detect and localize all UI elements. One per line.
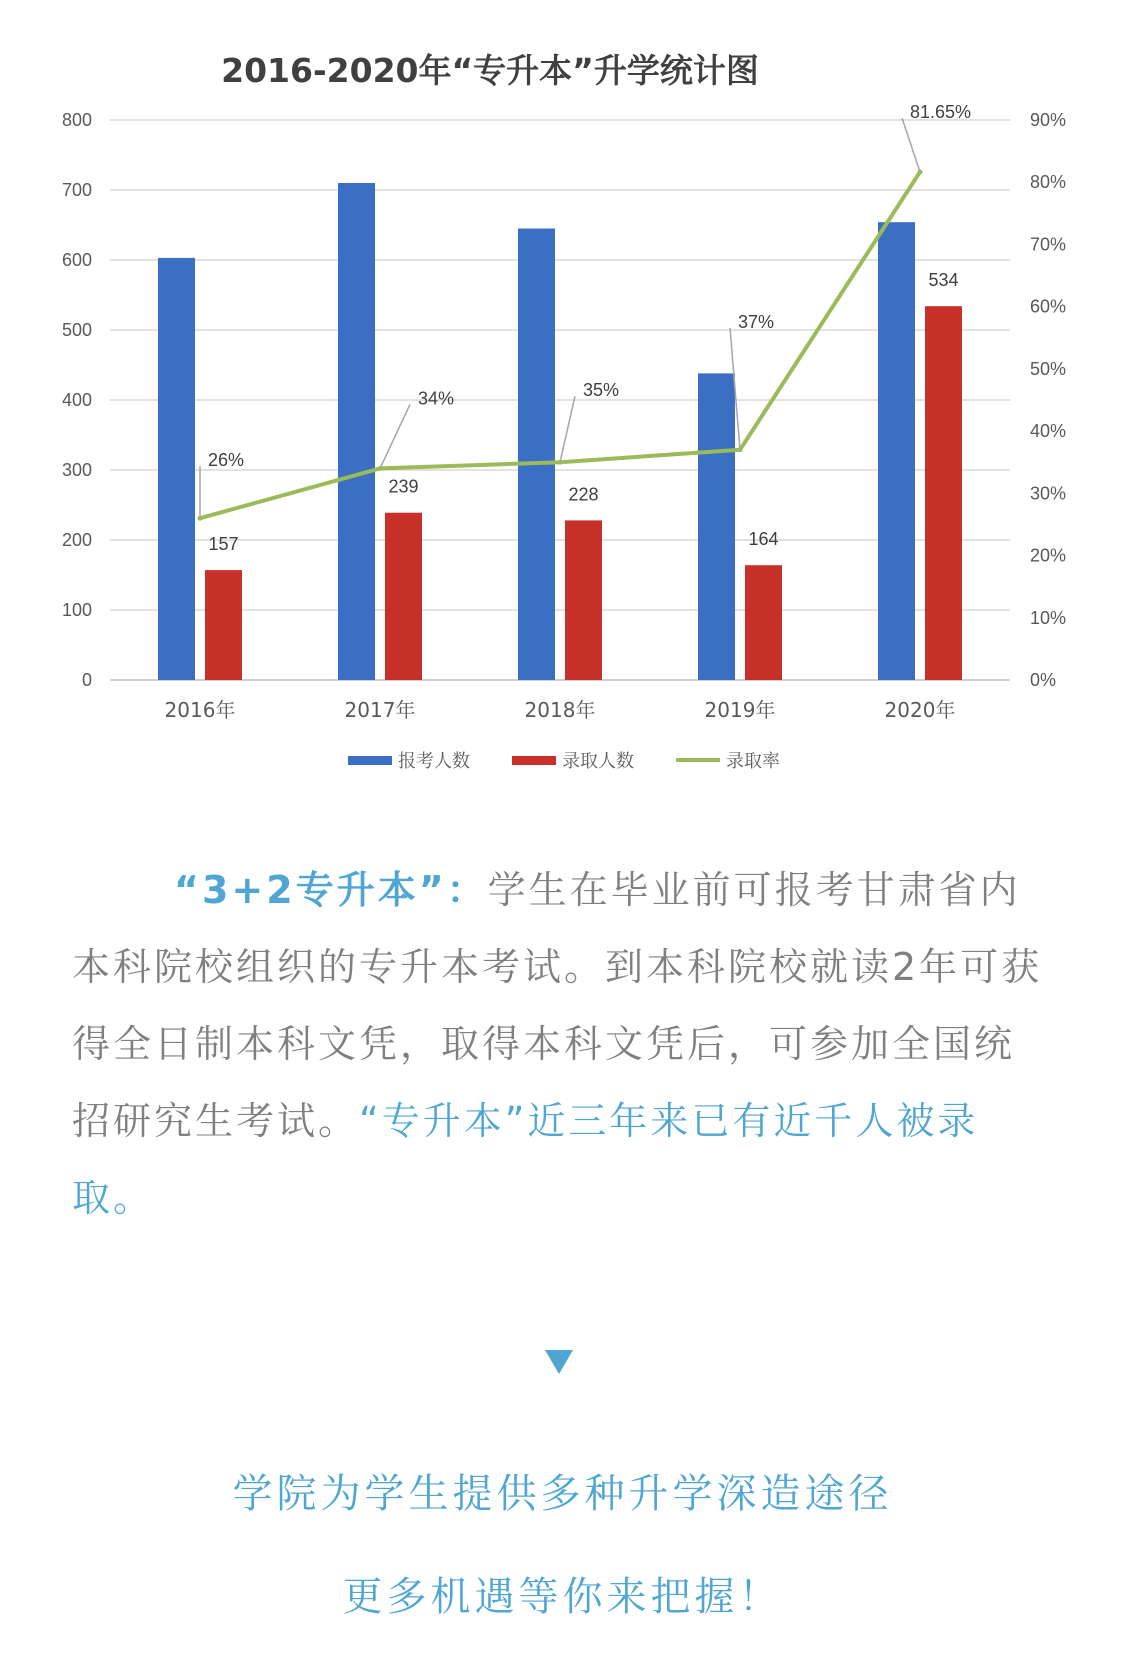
paragraph-highlight: “专升本”近三年来已有近千人被录取。: [72, 1099, 979, 1220]
category-label: 2016年: [164, 698, 236, 722]
chart-title: 2016-2020年“专升本”升学统计图: [221, 51, 759, 90]
rate-leader-line: [560, 396, 575, 462]
category-label: 2018年: [524, 698, 596, 722]
bar-data-label: 239: [388, 476, 419, 497]
category-label: 2020年: [884, 698, 956, 722]
bar-data-label: 157: [208, 534, 239, 555]
right-axis-tick: 0%: [1030, 670, 1057, 690]
legend-swatch: [512, 756, 556, 765]
legend-swatch: [348, 756, 392, 765]
bar-applicants: [338, 183, 375, 680]
intro-paragraph: [72, 852, 1054, 1237]
legend-label: 报考人数: [398, 751, 470, 772]
bar-applicants: [158, 258, 195, 680]
program-name: “3+2专升本”：: [174, 868, 488, 912]
right-axis-tick: 10%: [1030, 607, 1067, 628]
bar-admitted: [205, 570, 242, 680]
bar-admitted: [385, 513, 422, 680]
closing-line-1: 学院为学生提供多种升学深造途径: [232, 1471, 893, 1517]
right-axis-tick: 30%: [1030, 483, 1067, 504]
left-axis-tick: 300: [61, 460, 92, 480]
right-axis-tick: 50%: [1030, 358, 1067, 379]
left-axis-tick: 700: [61, 180, 92, 200]
rate-leader-line: [380, 404, 410, 468]
left-axis-tick: 200: [61, 530, 92, 550]
rate-data-label: 35%: [583, 380, 620, 401]
right-axis-tick: 90%: [1030, 110, 1067, 130]
legend-label: 录取率: [726, 751, 780, 772]
bar-data-label: 164: [748, 529, 779, 550]
closing-line-2: 更多机遇等你来把握！: [342, 1574, 783, 1620]
left-axis-tick: 100: [61, 600, 92, 620]
right-axis-tick: 70%: [1030, 234, 1067, 255]
enrollment-chart: [0, 0, 1125, 790]
right-axis-tick: 20%: [1030, 545, 1067, 566]
rate-leader-line: [902, 118, 920, 172]
paragraph-body: 学生在毕业前可报考甘肃省内本科院校组织的专升本考试。到本科院校就读2年可获得全日制本科文凭，取得本科文凭后，可参加全国统招研究生考试。: [72, 868, 1043, 1143]
right-axis-tick: 40%: [1030, 421, 1067, 442]
right-axis-tick: 80%: [1030, 172, 1067, 193]
bar-data-label: 228: [568, 484, 599, 505]
left-axis-tick: 600: [61, 250, 92, 270]
rate-data-label: 81.65%: [910, 101, 972, 122]
bar-admitted: [745, 565, 782, 680]
rate-data-label: 37%: [738, 311, 775, 332]
bar-data-label: 534: [928, 270, 959, 291]
bar-admitted: [925, 306, 962, 680]
left-axis-tick: 0: [81, 670, 92, 690]
rate-line: [200, 172, 920, 518]
rate-data-label: 26%: [208, 450, 245, 471]
bar-applicants: [518, 229, 555, 681]
bar-applicants: [878, 222, 915, 680]
left-axis-tick: 400: [61, 390, 92, 410]
left-axis-tick: 500: [61, 320, 92, 340]
right-axis-tick: 60%: [1030, 296, 1067, 317]
rate-data-label: 34%: [418, 388, 455, 409]
left-axis-tick: 800: [61, 110, 92, 130]
legend-label: 录取人数: [562, 751, 634, 772]
bar-admitted: [565, 520, 602, 680]
category-label: 2019年: [704, 698, 776, 722]
down-arrow-icon: [545, 1350, 573, 1374]
category-label: 2017年: [344, 698, 416, 722]
bar-applicants: [698, 373, 735, 680]
